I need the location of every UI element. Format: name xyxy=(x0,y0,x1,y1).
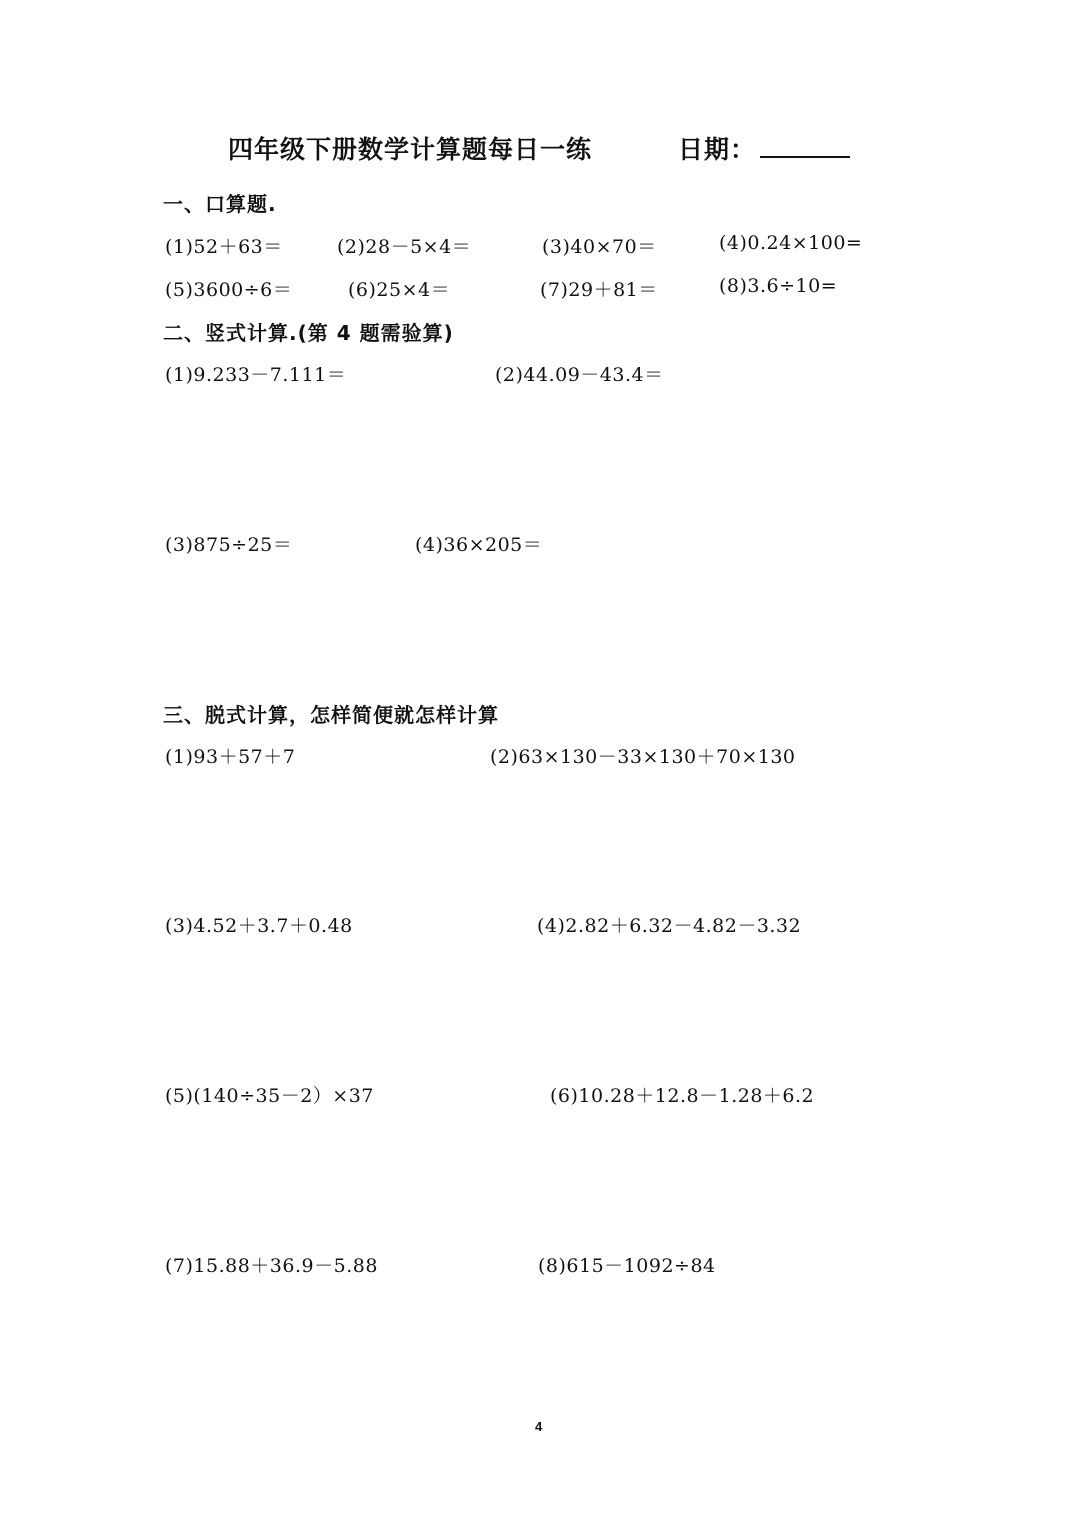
oral-problem: (8)3.6÷10= xyxy=(719,275,838,297)
date-field xyxy=(678,130,850,166)
oral-problem: (4)0.24×100= xyxy=(719,232,863,254)
vertical-problem: (3)875÷25＝ xyxy=(165,534,293,556)
stepwise-problem: (1)93＋57＋7 xyxy=(165,746,296,768)
stepwise-problem: (2)63×130－33×130＋70×130 xyxy=(490,746,796,768)
stepwise-problem: (3)4.52＋3.7＋0.48 xyxy=(165,915,353,937)
section-heading-stepwise: 三、脱式计算，怎样简便就怎样计算 xyxy=(163,703,499,727)
page-title: 四年级下册数学计算题每日一练 xyxy=(228,135,593,164)
stepwise-problem: (4)2.82＋6.32－4.82－3.32 xyxy=(537,915,802,937)
date-blank-line xyxy=(760,134,850,158)
vertical-problem: (4)36×205＝ xyxy=(415,534,543,556)
stepwise-problem: (6)10.28＋12.8－1.28＋6.2 xyxy=(550,1085,815,1107)
page-number: 4 xyxy=(535,1419,543,1434)
stepwise-problem: (7)15.88＋36.9－5.88 xyxy=(165,1255,378,1277)
oral-problem: (1)52＋63＝ xyxy=(165,236,283,258)
oral-problem: (3)40×70＝ xyxy=(542,236,657,258)
vertical-problem: (1)9.233－7.111＝ xyxy=(165,364,347,386)
date-label: 日期： xyxy=(678,135,757,164)
section-heading-oral: 一、口算题. xyxy=(163,192,277,216)
section-heading-vertical: 二、竖式计算.(第 4 题需验算) xyxy=(163,321,454,345)
oral-problem: (2)28－5×4＝ xyxy=(337,236,472,258)
oral-problem: (6)25×4＝ xyxy=(348,279,451,301)
vertical-problem: (2)44.09－43.4＝ xyxy=(495,364,664,386)
oral-problem: (7)29＋81＝ xyxy=(540,279,658,301)
stepwise-problem: (5)(140÷35－2）×37 xyxy=(165,1085,374,1107)
oral-problem: (5)3600÷6＝ xyxy=(165,279,293,301)
stepwise-problem: (8)615－1092÷84 xyxy=(538,1255,716,1277)
